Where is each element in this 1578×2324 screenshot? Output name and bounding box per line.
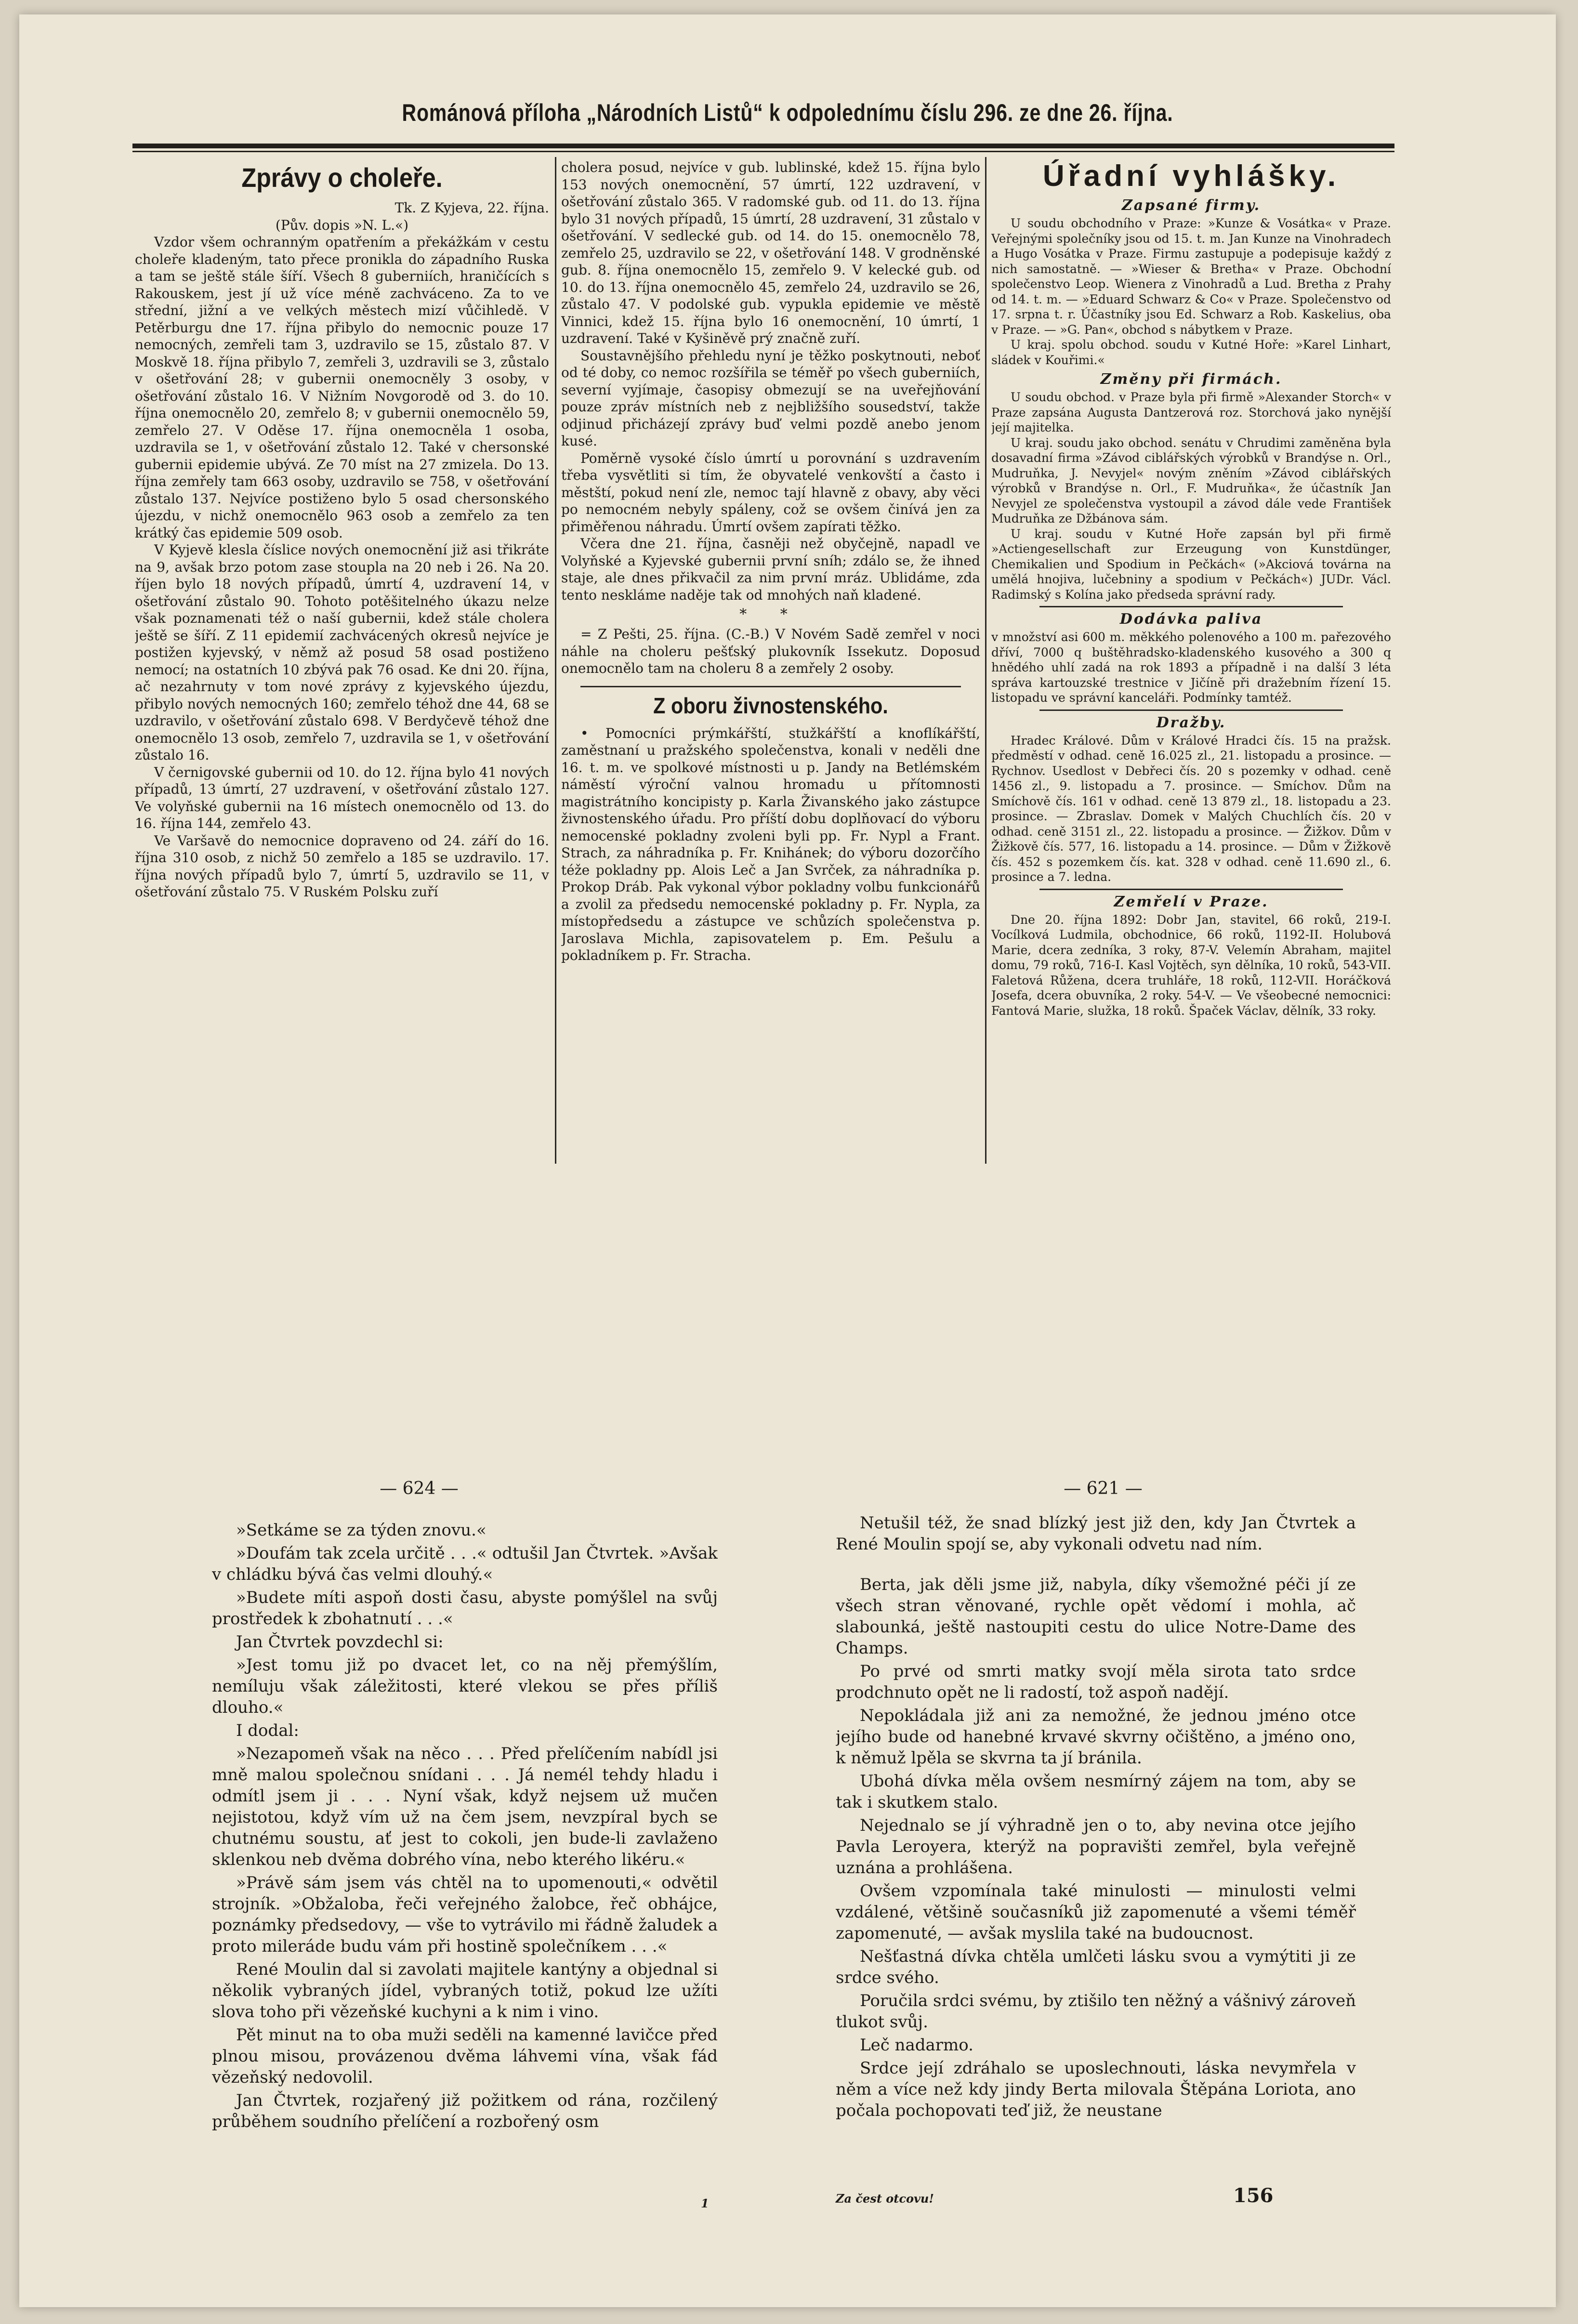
novel-paragraph: »Právě sám jsem vás chtěl na to upomenouti,« odvětil strojník. »Obžaloba, řeči veřejného žalobce, řeč obhájce, poznámky předsedovy, — vše to vytrávilo mi řádně žaludek a proto mileráde budu vám při hostině společníkem . . .« <box>212 1873 718 1956</box>
notice-paragraph: U kraj. soudu jako obchod. senátu v Chrudimi zaměněna byla dosavadní firma »Závod ciblářských výrobků v Brandýse n. Orl., Mudruňka, J. Nevyjel« novým zněním »Závod ciblářských výrobků v Brandýse n. Orl., F. Mudruňka«, že účastník Jan Nevyjel ze společenstva vystoupil a závod dále vede František Mudruňka ze Džbánova sám. <box>991 435 1391 525</box>
novel-paragraph: Poručila srdci svému, by ztišilo ten něžný a vášnivý zároveň tlukot svůj. <box>836 1991 1356 2032</box>
column-divider <box>985 157 986 1164</box>
cholera-source: (Pův. dopis »N. L.«) <box>275 217 409 233</box>
column-cholera-continued <box>561 159 980 1151</box>
notice-paragraph: U kraj. soudu v Kutné Hoře zapsán byl při firmě »Actiengesellschaft zur Erzeugung von Kunstdünger, Chemikalien und Spodium in Pečkách« (»Akciová továrna na umělá hnojiva, lučebniny a spodium v Pečkách«) JUDr. Václ. Radimský s Kolína jako předseda správní rady. <box>991 526 1391 602</box>
cholera-paragraph: Vzdor všem ochranným opatřením a překážkám v cestu choleře kladeným, tato přece pronikla do západního Ruska a tam se ještě stále šíří. Všech 8 guberniích, hraničících s Rakouskem, jest jí už více méně zachváceno. Za to ve střední, jižní a ve velkých městech mizí vůčihledě. V Petěrburgu dne 17. října přibylo do nemocnic pouze 17 nemocných, zemřeli tam 3, uzdravilo se 15, zůstalo 87. V Moskvě 18. října přibylo 7, zemřeli 3, uzdravili se 3, zůstalo v ošetřování 28; v gubernii onemocněly 3 osoby, v ošetřování zůstalo 16. V Nižním Novgorodě od 3. do 10. října onemocnělo 20, zemřelo 8; v gubernii onemocnělo 59, zemřelo 27. V Oděse 17. října onemocněla 1 osoba, uzdravila se 1, v ošetřování zůstalo 12. Také v chersonské gubernii epidemie ubývá. Ze 70 míst na 27 zmizela. Do 13. října zemřely tam 663 osoby, uzdravilo se 758, v ošetřování zůstalo 137. Nejvíce postiženo bylo 5 osad chersonského újezdu, v nichž onemocnělo 963 osob a zemřelo za ten krátký čas epidemie 509 osob. <box>135 234 549 541</box>
cholera-dateline: Tk. Z Kyjeva, 22. října. <box>394 200 549 216</box>
right-footer-title: Za čest otcovu! <box>836 2192 934 2206</box>
notice-paragraph: Dne 20. října 1892: Dobr Jan, stavitel, 66 roků, 219-I. Vocílková Ludmila, obchodnice, 66 roků, 1192-II. Holubová Marie, dcera zedníka, 3 roky, 87-V. Velemín Abraham, majitel domu, 79 roků, 716-I. Kasl Vojtěch, syn dělníka, 10 roků, 543-VII. Faletová Růžena, dcera truhláře, 18 roků, 112-VII. Horáčková Josefa, dcera obuvníka, 2 roky. 54-V. — Ve všeobecné nemocnici: Fantová Marie, služka, 18 roků. Špaček Václav, dělník, 33 roky. <box>991 912 1391 1018</box>
novel-paragraph: »Jest tomu již po dvacet let, co na něj přemýšlím, nemíluju však záležitosti, které vlekou se přes příliš dlouho.« <box>212 1655 718 1717</box>
firm-changes-title: Změny při firmách. <box>1100 371 1282 388</box>
left-page-number: — 624 — <box>380 1479 459 1498</box>
deceased-title: Zemřelí v Praze. <box>1114 893 1269 910</box>
section-rule <box>1039 606 1343 607</box>
novel-paragraph: I dodal: <box>236 1721 299 1740</box>
fuel-supply-title: Dodávka paliva <box>1119 611 1263 628</box>
novel-paragraph: Po prvé od smrti matky svojí měla sirota tato srdce prodchnuto opět ne li radostí, tož aspoň nadějí. <box>836 1662 1356 1702</box>
cholera-paragraph: V černigovské gubernii od 10. do 12. října bylo 41 nových případů, 13 úmrtí, 27 uzdravení, v ošetřování zůstalo 127. Ve volyňské gubernii na 16 místech onemocnělo od 13. do 16. října 144, zemřelo 43. <box>135 764 549 831</box>
column-divider <box>555 157 556 1164</box>
novel-left-page <box>212 1520 718 2194</box>
header-rule-thin <box>132 151 1394 152</box>
novel-paragraph: Netušil též, že snad blízký jest již den, kdy Jan Čtvrtek a René Moulin spojí se, aby vykonali odvetu nad ním. <box>836 1513 1356 1554</box>
page-header: Románová příloha „Národních Listů“ k odpolednímu číslu 296. ze dne 26. října. <box>402 99 1173 126</box>
novel-paragraph: Pět minut na to oba muži seděli na kamenné lavičce před plnou misou, provázenou dvěma láhvemi vína, však fád vězeňský nedovolil. <box>212 2025 718 2087</box>
cholera-continued-paragraph: cholera posud, nejvíce v gub. lublinské, kdež 15. října bylo 153 nových onemocnění, 57 úmrtí, 122 uzdravení, v ošetřování zůstalo 365. V radomské gub. od 11. do 13. října bylo 31 nových případů, 15 úmrtí, 28 uzdravení, 31 zůstalo v ošetřování. V sedlecké gub. od 14. do 15. onemocnělo 78, zemřelo 25, uzdravilo se 22, v ošetřování 148. V grodněnské gub. 8. října onemocnělo 15, zemřelo 9. V kelecké gub. od 10. do 13. října onemocnělo 45, zemřelo 24, uzdravilo se 26, zůstalo 47. V podolské gub. vypukla epidemie ve městě Vinnici, kdež 15. října bylo 16 onemocnění, 10 úmrtí, 1 uzdravení. Také v Kyšiněvě prý značně zuří. <box>561 159 980 346</box>
novel-paragraph: »Setkáme se za týden znovu.« <box>236 1521 487 1540</box>
section-rule <box>580 686 961 687</box>
novel-paragraph: »Nezapomeň však na něco . . . Před přelíčením nabídl jsi mně malou společnou snídani . . . Já nemél tehdy hladu i odmítl jsem ji . . . Nyní však, když nejsem už mučen nejistotou, když vím už na čem jsem, nevzpíral bych se chutnému soustu, ať jest to cokoli, jen bude-li zavlaženo sklenkou neb dvěma dobrého vína, nebo kterého likéru.« <box>212 1744 718 1869</box>
cholera-paragraph: Ve Varšavě do nemocnice dopraveno od 24. září do 16. října 310 osob, z nichž 50 zemřelo a 185 se uzdravilo. 17. října nových případů bylo 7, úmrtí 5, uzdravilo se 11, v ošetřování zůstalo 75. V Ruském Polsku zuří <box>135 832 549 900</box>
novel-paragraph: Berta, jak děli jsme již, nabyla, díky všemožné péči jí ze všech stran věnované, rychle opět vědomí i mohla, ač slabounká, ještě nastoupiti cestu do ulice Notre-Dame des Champs. <box>836 1575 1356 1658</box>
section-rule <box>1039 889 1343 890</box>
notice-paragraph: U soudu obchodního v Praze: »Kunze & Vosátka« v Praze. Veřejnými společníky jsou od 15. t. m. Jan Kunze na Vinohradech a Hugo Vosátka v Praze. Firmu zastupuje a podepisuje každý z nich samostatně. — »Wieser & Bretha« v Praze. Obchodní společenstvo Leop. Wienera z Vinohradů a Lud. Bretha z Prahy od 14. t. m. — »Eduard Schwarz & Co« v Praze. Společenstvo od 17. srpna t. r. Účastníky jsou Ed. Schwarz a Rob. Kaskelius, oba v Praze. — »G. Pan«, obchod s nábytkem v Praze. <box>991 216 1391 337</box>
notices-title: Úřadní vyhlášky. <box>1042 159 1340 193</box>
cholera-title: Zprávy o choleře. <box>241 162 443 193</box>
header-rule-thick <box>132 144 1394 148</box>
notice-paragraph: U soudu obchod. v Praze byla při firmě »Alexander Storch« v Praze zapsána Augusta Dantzerová roz. Storchová jako nynější její majitelka. <box>991 390 1391 434</box>
auctions-title: Dražby. <box>1156 714 1226 731</box>
column-cholera <box>135 159 549 1151</box>
novel-right-page <box>836 1512 1356 2187</box>
newspaper-page <box>19 14 1556 2307</box>
novel-paragraph: Jan Čtvrtek povzdechl si: <box>236 1632 444 1652</box>
novel-paragraph: Nešťastná dívka chtěla umlčeti lásku svou a vymýtiti ji ze srdce svého. <box>836 1947 1356 1987</box>
novel-paragraph: Leč nadarmo. <box>860 2035 973 2055</box>
trade-title: Z oboru živnostenského. <box>653 693 888 718</box>
column-notices <box>991 159 1391 1161</box>
cholera-paragraph: V Kyjevě klesla číslice nových onemocnění již asi třikráte na 9, avšak brzo potom zase stoupla na 20 neb i 26. Na 20. říjen bylo 18 nových případů, úmrtí 4, uzdravení 14, v ošetřování zůstalo 90. Tohoto potěšitelného úkazu nelze však poznamenati též o naší gubernii, kdež stále cholera ještě se šíří. Z 11 epidemií zachvácených okresů nejvíce je postižen kyjevský, v němž až posud 58 osad postiženo nemocí; na ostatních 10 zbývá pak 76 osad. Ke dni 20. října, ač nezahrnuty v tom nové zprávy z kyjevského újezdu, přibylo nových nemocných 160; zemřelo téhož dne 44, 68 se uzdravilo, v ošetřování zůstalo 698. V Berdyčevě téhož dne onemocnělo 13 osob, zemřelo 7, uzdravila se 1, v ošetřování zůstalo 16. <box>135 542 549 763</box>
right-page-number: — 621 — <box>1064 1479 1143 1498</box>
novel-paragraph: Jan Čtvrtek, rozjařený již požitkem od rána, rozčilený průběhem soudního přelíčení a rozbořený osm <box>212 2091 718 2131</box>
novel-paragraph: Srdce její zdráhalo se uposlechnouti, láska nevymřela v něm a více než kdy jindy Berta milovala Štěpána Loriota, ano počala pochopovati teď již, že neustane <box>836 2059 1356 2120</box>
trade-paragraph: • Pomocníci prýmkářští, stužkářští a knoflíkářští, zaměstnaní u pražského společenstva, konali v neděli dne 16. t. m. ve spolkové místnosti u p. Jandy na Betlémském náměstí výroční valnou hromadu u přítomnosti magistrátního koncipisty p. Karla Živanského jako zástupce živnostenského úřadu. Pro příští dobu doplňovací do výboru nemocenské pokladny zvoleni byli pp. Fr. Nypl a Frant. Strach, za náhradníka p. Fr. Knihánek; do výboru dozorčího téže pokladny pp. Alois Leč a Jan Svrček, za náhradníka p. Prokop Dráb. Pak vykonal výbor pokladny volbu funkcionářů a zvolil za předsedu nemocenské pokladny p. Fr. Nypla, za místopředsedu a zástupce ve schůzích společenstva p. Jaroslava Michla, zapisovatelem p. Em. Pešulu a pokladníkem p. Fr. Stracha. <box>561 725 980 963</box>
notice-paragraph: Hradec Králové. Dům v Králové Hradci čís. 15 na pražsk. předměstí v odhad. ceně 16.025 zl., 21. listopadu a prosince. — Rychnov. Usedlost v Debřeci čís. 20 s pozemky v odhad. ceně 1456 zl., 9. listopadu a 7. prosince. — Smíchov. Dům na Smíchově čís. 161 v odhad. ceně 13 879 zl., 18. listopadu a 23. prosince. — Zbraslav. Domek v Malých Chuchlích čís. 20 v odhad. ceně 3151 zl., 22. listopadu a prosince. — Žižkov. Dům v Žižkově čís. 577, 16. listopadu a 14. prosince. — Dům v Žižkově čís. 452 s pozemkem čís. kat. 328 v odhad. ceně 11.690 zl., 6. prosince a 7. ledna. <box>991 733 1391 884</box>
novel-paragraph: »Budete míti aspoň dosti času, abyste pomýšlel na svůj prostředek k zbohatnutí . . .« <box>212 1588 718 1628</box>
cholera-continued-paragraph: Včera dne 21. října, časněji než obyčejně, napadl ve Volyňské a Kyjevské gubernii první sníh; zdálo se, že ihned staje, ale dnes přikvačil za nim první mráz. Ublidáme, zda tento neskláme naděje tak od mnohých naň kladené. <box>561 536 980 603</box>
novel-paragraph: »Doufám tak zcela určitě . . .« odtušil Jan Čtvrtek. »Avšak v chládku bývá čas velmi dlouhý.« <box>212 1544 718 1584</box>
cholera-continued-paragraph: Poměrně vysoké číslo úmrtí u porovnání s uzdravením třeba vysvětliti si tím, že obyvatelé venkovští a často i městští, pokud není zle, nemoc tají hlavně z obavy, aby věci po nemocném nebyly spáleny, což se ovšem činívá jen za přiměřenou náhradu. Úmrtí ovšem zapírati těžko. <box>561 450 980 535</box>
notice-paragraph: U kraj. spolu obchod. soudu v Kutné Hoře: »Karel Linhart, sládek v Kouřimi.« <box>991 338 1391 367</box>
novel-paragraph: Nepokládala již ani za nemožné, že jednou jméno otce jejího bude od hanebné krvavé skvrny očištěno, a jméno ono, k němuž lpěla se skvrna ta jí bránila. <box>836 1706 1356 1768</box>
section-rule <box>1039 709 1343 711</box>
registered-firms-title: Zapsané firmy. <box>1121 197 1261 214</box>
right-footer-number: 156 <box>1233 2184 1274 2207</box>
left-footer-mark: 1 <box>701 2196 709 2210</box>
novel-paragraph: Ubohá dívka měla ovšem nesmírný zájem na tom, aby se tak i skutkem stalo. <box>836 1772 1356 1812</box>
novel-paragraph: René Moulin dal si zavolati majitele kantýny a objednal si několik vybraných jídel, vybraných totiž, pokud lze užíti slova toho při vězeňské kuchyni a k nim i vino. <box>212 1960 718 2022</box>
pest-news: = Z Pešti, 25. října. (C.-B.) V Novém Sadě zemřel v noci náhle na choleru pešťský plukovník Issekutz. Doposud onemocnělo tam na choleru 8 a zemřely 2 osoby. <box>561 626 980 676</box>
cholera-continued-paragraph: Soustavnějšího přehledu nyní je těžko poskytnouti, neboť od té doby, co nemoc rozšířila se téměř po všech guberniích, severní vyjímaje, časopisy obmezují se na uveřejňování pouze zpráv místních neb z nejbližšího sousedství, takže odjinud přicházejí zprávy buď velmi pozdě anebo jenom kusé. <box>561 347 980 449</box>
novel-paragraph: Ovšem vzpomínala také minulosti — minulosti velmi vzdálené, většině současníků již zapomenuté a všemi téměř zapomenuté, — avšak myslila také na budoucnost. <box>836 1881 1356 1943</box>
novel-paragraph: Nejednalo se jí výhradně jen o to, aby nevina otce jejího Pavla Leroyera, kterýž na popravišti zemřel, byla veřejně uznána a prohlášena. <box>836 1816 1356 1878</box>
notice-paragraph: v množství asi 600 m. měkkého polenového a 100 m. pařezového dříví, 7000 q buštěhradsko-kladenského kusového a 300 q hnědého uhlí zadá na rok 1893 a případně i na další 3 léta správa kartouzské trestnice v Jičíně při dražebním řízení 15. listopadu ve správní kanceláři. Podmínky tamtéž. <box>991 630 1391 705</box>
section-stars: * * <box>739 606 802 623</box>
